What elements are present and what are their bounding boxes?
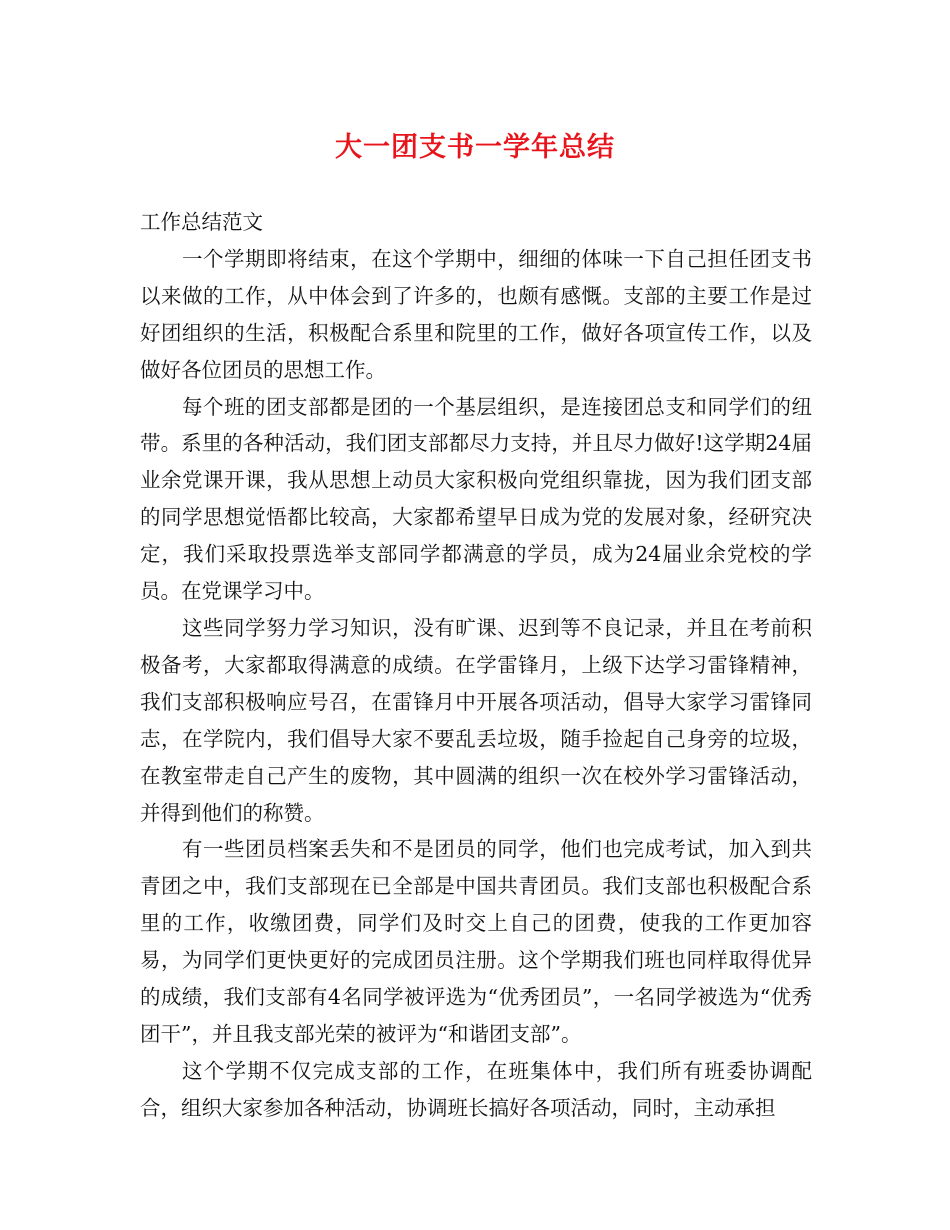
paragraph-4: 有一些团员档案丢失和不是团员的同学，他们也完成考试，加入到共青团之中，我们支部现在已全部是中国共青团员。我们支部也积极配合系里的工作，收缴团费，同学们及时交上自己的团费，使我的工作更加容易，为同学们更快更好的完成团员注册。这个学期我们班也同样取得优异的成绩，我们支部有4名同学被评选为“优秀团员”，一名同学被选为“优秀团干”，并且我支部光荣的被评为“和谐团支部”。 [140, 837, 812, 1046]
document-title: 大一团支书一学年总结 [335, 132, 615, 163]
document-body [140, 204, 812, 1127]
paragraph-2: 每个班的团支部都是团的一个基层组织，是连接团总支和同学们的纽带。系里的各种活动，我们团支部都尽力支持，并且尽力做好!这学期24届业余党课开课，我从思想上动员大家积极向党组织靠拢，因为我们团支部的同学思想觉悟都比较高，大家都希望早日成为党的发展对象，经研究决定，我们采取投票选举支部同学都满意的学员，成为24届业余党校的学员。在党课学习中。 [140, 394, 812, 604]
paragraph-3: 这些同学努力学习知识，没有旷课、迟到等不良记录，并且在考前积极备考，大家都取得满意的成绩。在学雷锋月，上级下达学习雷锋精神，我们支部积极响应号召，在雷锋月中开展各项活动，倡导大家学习雷锋同志，在学院内，我们倡导大家不要乱丢垃圾，随手捡起自己身旁的垃圾，在教室带走自己产生的废物，其中圆满的组织一次在校外学习雷锋活动，并得到他们的称赞。 [140, 615, 812, 825]
document-subtitle: 工作总结范文 [140, 210, 263, 234]
paragraph-5: 这个学期不仅完成支部的工作，在班集体中，我们所有班委协调配合，组织大家参加各种活动，协调班长搞好各项活动，同时，主动承担 [140, 1058, 812, 1120]
paragraph-1: 一个学期即将结束，在这个学期中，细细的体味一下自己担任团支书以来做的工作，从中体会到了许多的，也颇有感慨。支部的主要工作是过好团组织的生活，积极配合系里和院里的工作，做好各项宣传工作，以及做好各位团员的思想工作。 [140, 246, 812, 382]
